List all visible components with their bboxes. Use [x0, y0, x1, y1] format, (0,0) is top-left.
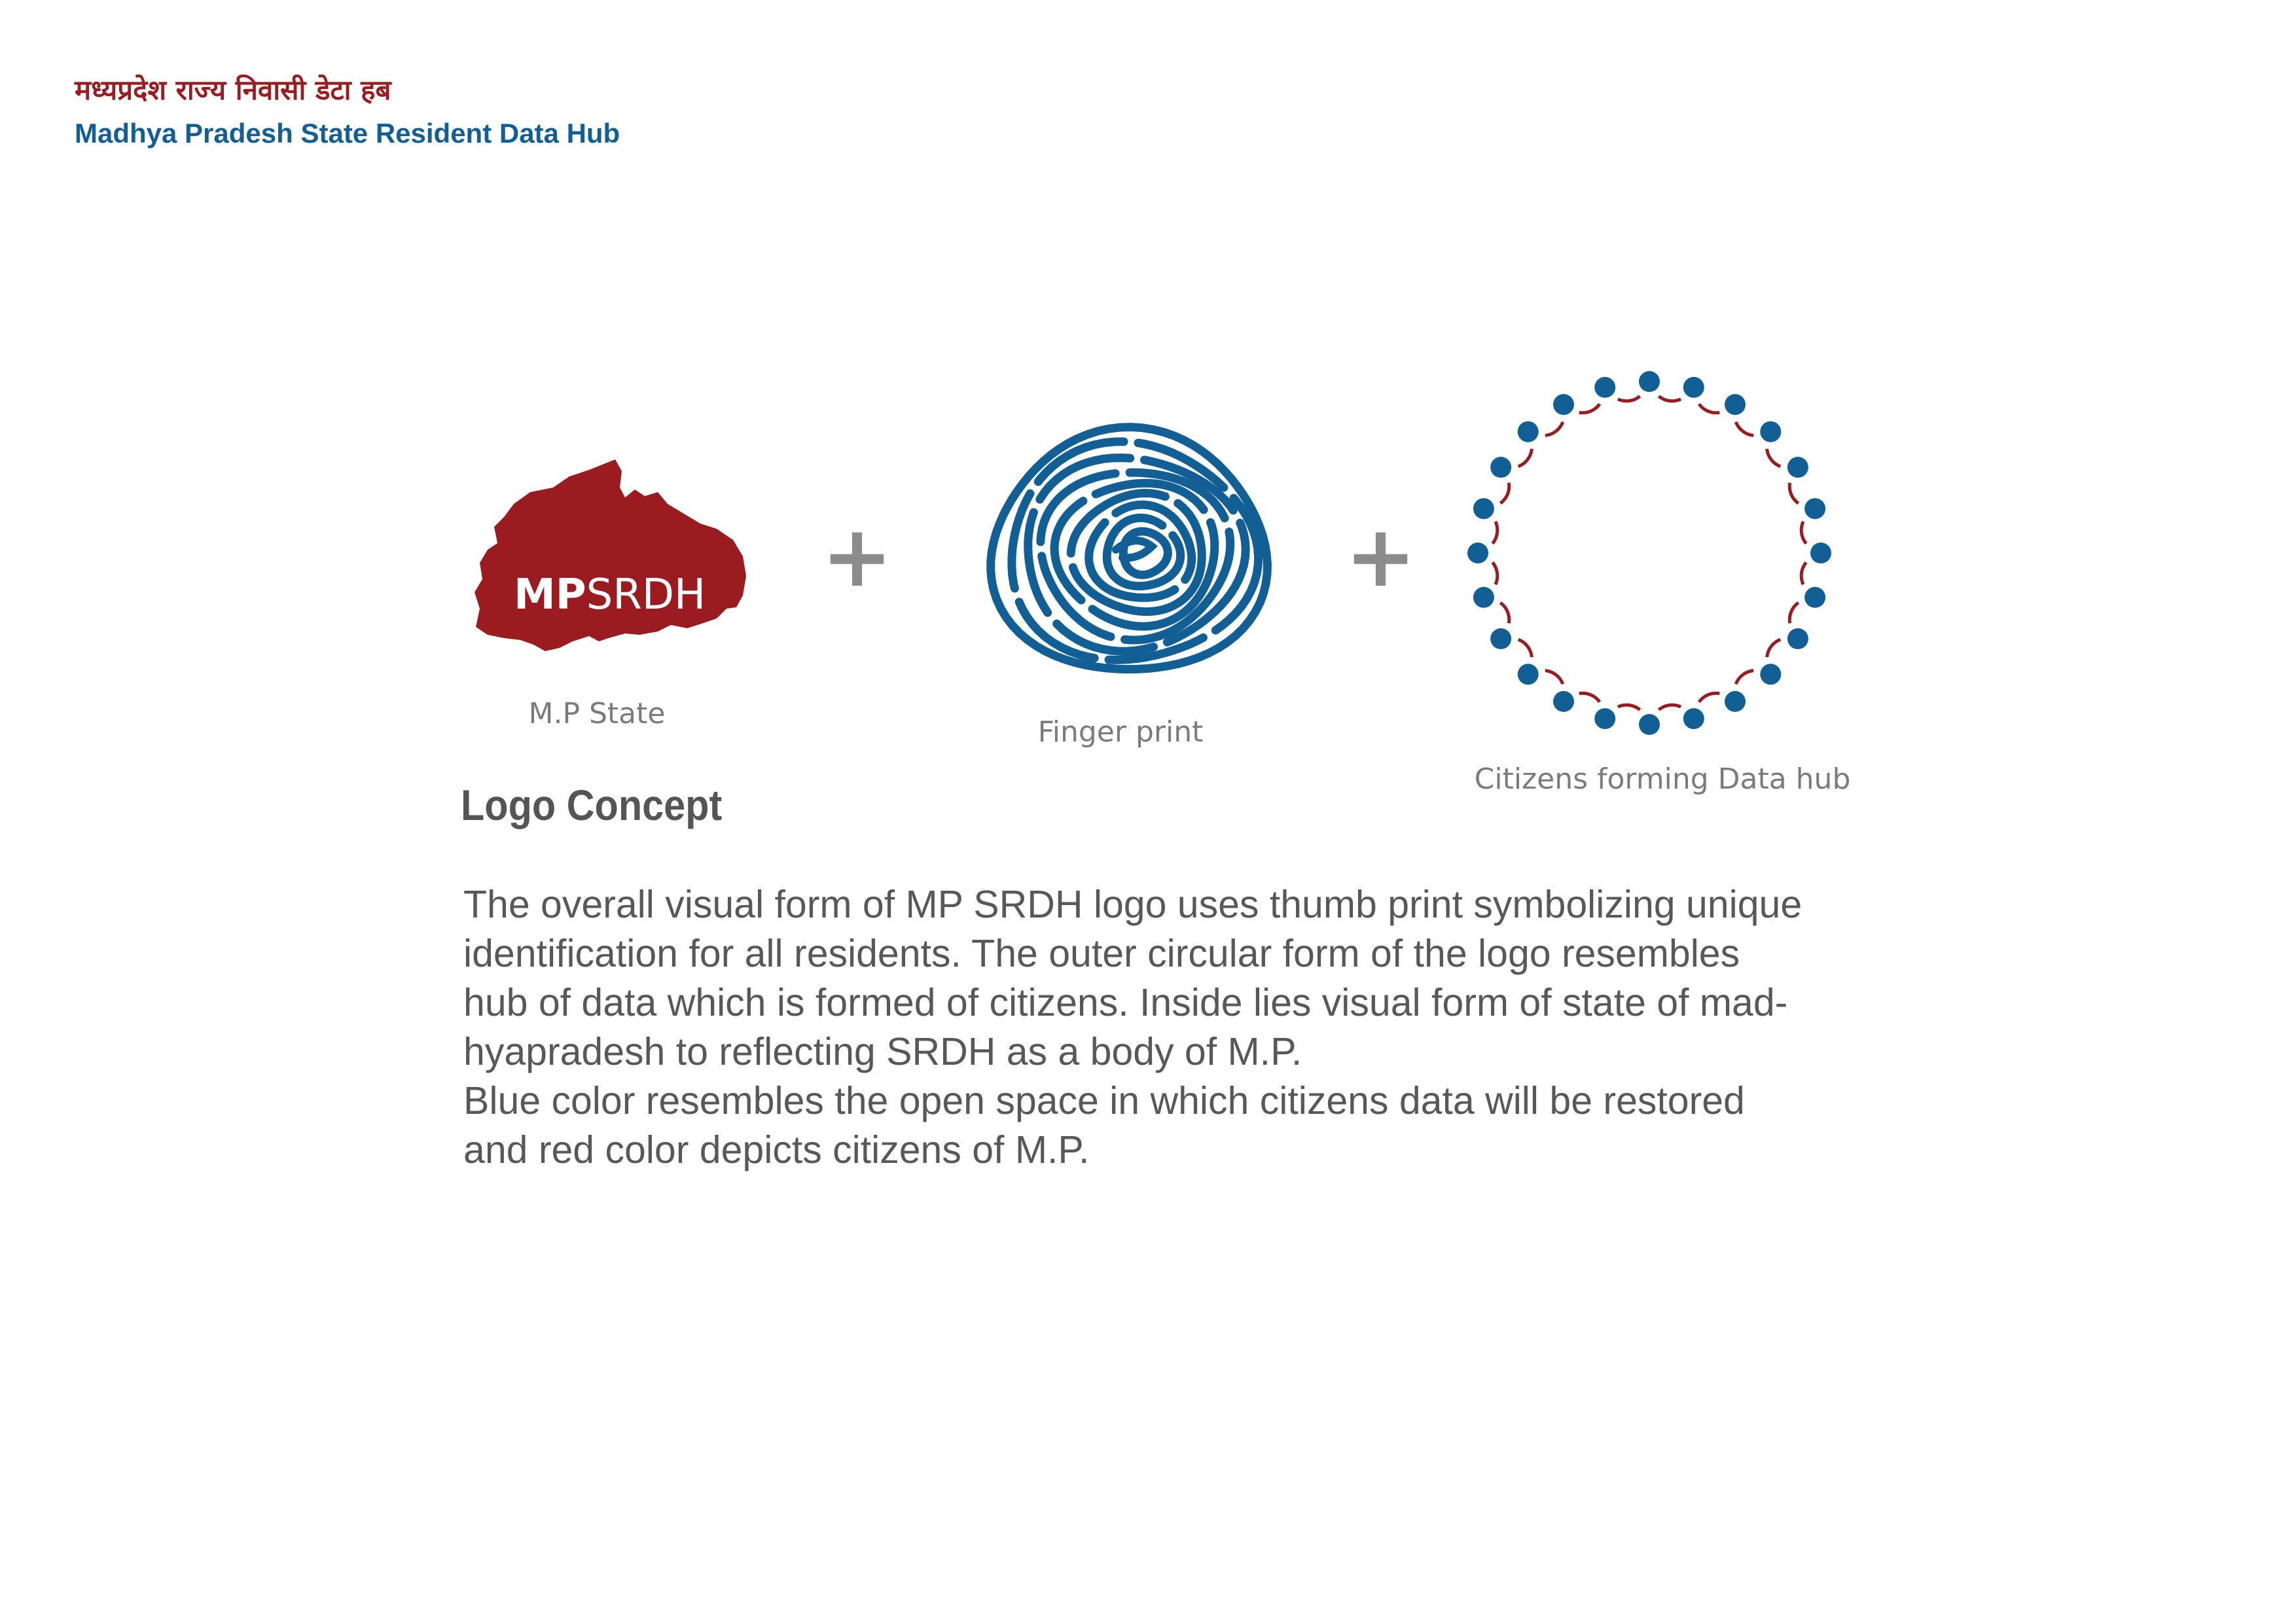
paragraph-line: hub of data which is formed of citizens. Inside lies visual form of state of mad- — [463, 981, 1788, 1024]
paragraph-line: The overall visual form of MP SRDH logo uses thumb print symbolizing unique — [463, 883, 1803, 926]
fingerprint-core — [1116, 541, 1152, 558]
citizen-dot — [1760, 664, 1781, 685]
hub-arc — [1579, 404, 1600, 412]
hub-arc — [1492, 562, 1497, 584]
hub-arc — [1736, 671, 1753, 685]
citizen-dot — [1553, 394, 1574, 415]
hub-arc — [1500, 603, 1509, 623]
citizen-dot — [1639, 714, 1660, 735]
hub-arc — [1767, 449, 1781, 467]
hub-arc — [1789, 483, 1798, 503]
plus-operator-2: + — [1345, 507, 1416, 606]
hub-arc — [1518, 449, 1532, 467]
mp-logo-text — [514, 571, 706, 619]
hub-arc — [1767, 639, 1781, 657]
citizen-dot — [1490, 457, 1511, 478]
citizen-dot — [1683, 377, 1704, 398]
paragraph-line: and red color depicts citizens of M.P. — [463, 1128, 1090, 1171]
hub-arc — [1492, 522, 1497, 544]
citizen-dot — [1787, 628, 1808, 649]
citizen-dot — [1787, 457, 1808, 478]
citizen-dot — [1553, 691, 1574, 712]
hub-arc — [1618, 705, 1640, 709]
mp-logo-text-bold: MP — [514, 571, 586, 619]
citizen-dot — [1490, 628, 1511, 649]
mp-logo-text-regular: SRDH — [586, 571, 706, 619]
hub-arc — [1789, 603, 1798, 623]
header-title-english: Madhya Pradesh State Resident Data Hub — [75, 118, 620, 149]
caption-mp-state: M.P State — [528, 697, 666, 730]
hub-arc — [1545, 671, 1563, 685]
header-title-hindi: मध्यप्रदेश राज्य निवासी डेटा हब — [75, 74, 391, 106]
mp-map-shape — [475, 459, 746, 651]
citizen-dot — [1804, 587, 1825, 608]
hub-arc — [1518, 639, 1532, 657]
fingerprint-icon — [975, 419, 1276, 694]
paragraph-line: Blue color resembles the open space in which citizens data will be restored — [463, 1079, 1745, 1122]
citizen-dot — [1518, 664, 1539, 685]
citizen-dot — [1594, 708, 1615, 729]
hub-arc — [1699, 404, 1719, 412]
citizen-dot — [1473, 587, 1494, 608]
section-heading: Logo Concept — [461, 781, 723, 829]
citizen-dot — [1473, 498, 1494, 519]
citizen-dot — [1804, 498, 1825, 519]
caption-data-hub: Citizens forming Data hub — [1474, 762, 1851, 796]
mp-state-map-logo — [468, 452, 756, 661]
paragraph-line: identification for all residents. The outer circular form of the logo resembles — [463, 932, 1740, 975]
hub-arc — [1736, 422, 1753, 436]
data-hub-ring-icon — [1453, 363, 1846, 756]
citizen-dot — [1760, 421, 1781, 442]
hub-arc — [1659, 705, 1681, 709]
citizen-dot — [1725, 394, 1746, 415]
citizen-dot — [1639, 371, 1660, 392]
citizen-dot — [1810, 543, 1831, 563]
hub-arc — [1659, 396, 1681, 401]
hub-arc — [1801, 562, 1806, 584]
hub-arc — [1579, 693, 1600, 702]
hub-arc — [1801, 522, 1806, 544]
citizen-dot — [1594, 377, 1615, 398]
hub-arc — [1618, 396, 1640, 401]
paragraph-line: hyapradesh to reflecting SRDH as a body of M.P. — [463, 1030, 1302, 1073]
caption-finger-print: Finger print — [1037, 715, 1204, 749]
hub-arc — [1545, 422, 1563, 436]
citizen-dot — [1518, 421, 1539, 442]
hub-arc — [1699, 693, 1719, 702]
citizen-dot — [1467, 543, 1488, 563]
hub-arc — [1500, 483, 1509, 503]
citizen-dot — [1683, 708, 1704, 729]
citizen-dot — [1725, 691, 1746, 712]
plus-operator-1: + — [821, 507, 893, 606]
